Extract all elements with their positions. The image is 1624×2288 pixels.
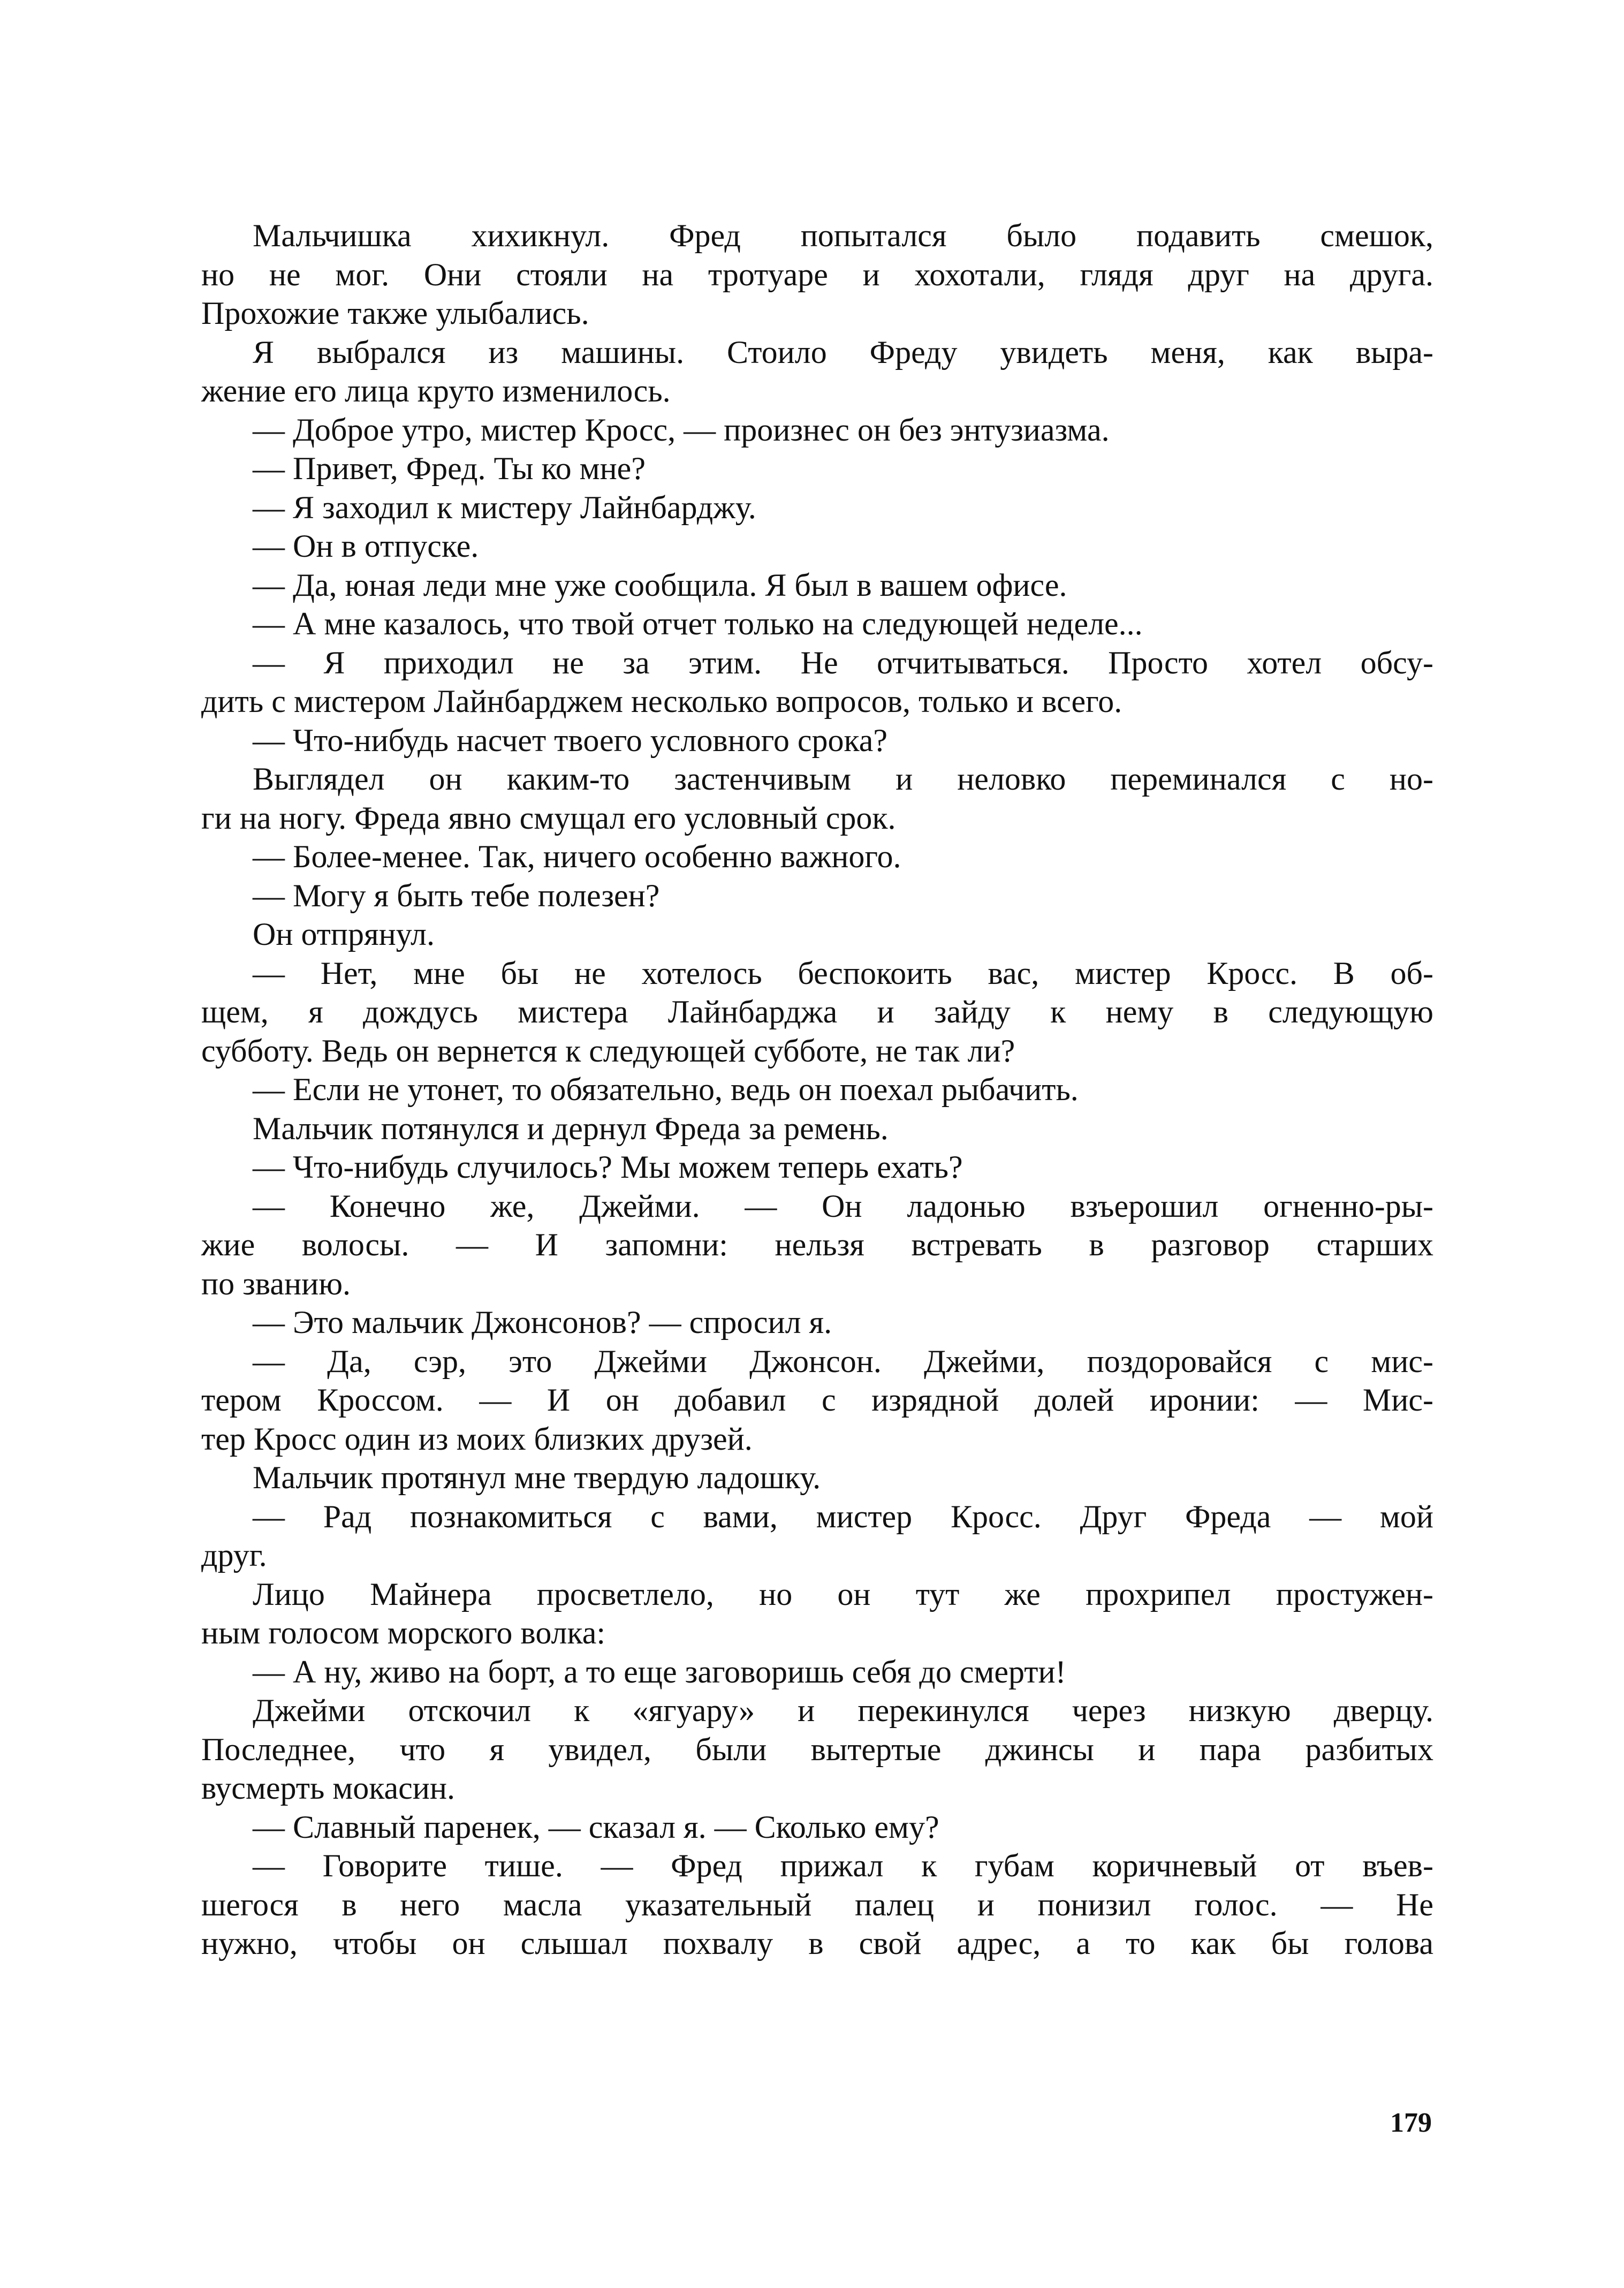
text-line: Мальчик протянул мне твердую ладошку. — [253, 1460, 821, 1495]
text-line: — Что-нибудь случилось? Мы можем теперь ехать? — [253, 1149, 963, 1185]
text-line: — Я заходил к мистеру Лайнбарджу. — [253, 489, 756, 525]
text-line: — Славный паренек, — сказал я. — Сколько ему? — [253, 1809, 939, 1845]
text-line: Он отпрянул. — [253, 916, 435, 952]
text-line: нужно, чтобы он слышал похвалу в свой адрес, а то как бы голова — [201, 1926, 1433, 1961]
text-line: Выглядел он каким-то застенчивым и неловко переминался с но- — [253, 761, 1433, 797]
text-line: — Если не утонет, то обязательно, ведь он поехал рыбачить. — [253, 1072, 1079, 1107]
text-line: — Что-нибудь насчет твоего условного срока? — [253, 722, 888, 758]
text-line: — Да, юная леди мне уже сообщила. Я был в вашем офисе. — [253, 567, 1067, 603]
text-line: друг. — [201, 1537, 267, 1573]
text-line: — Могу я быть тебе полезен? — [253, 877, 660, 913]
text-line: — Нет, мне бы не хотелось беспокоить вас, мистер Кросс. В об- — [253, 955, 1433, 991]
text-line: — Доброе утро, мистер Кросс, — произнес он без энтузиазма. — [253, 412, 1110, 448]
text-line: — Да, сэр, это Джейми Джонсон. Джейми, поздоровайся с мис- — [253, 1343, 1433, 1379]
text-line: — Это мальчик Джонсонов? — спросил я. — [253, 1305, 832, 1340]
text-line: — Рад познакомиться с вами, мистер Кросс. Друг Фреда — мой — [253, 1498, 1433, 1534]
text-line: щем, я дождусь мистера Лайнбарджа и зайду к нему в следующую — [201, 994, 1433, 1029]
text-line: субботу. Ведь он вернется к следующей субботе, не так ли? — [201, 1033, 1015, 1069]
text-line: вусмерть мокасин. — [201, 1770, 455, 1806]
body-text — [201, 216, 1433, 1963]
text-line: Мальчик потянулся и дернул Фреда за ремень. — [253, 1110, 889, 1146]
text-line: — Привет, Фред. Ты ко мне? — [253, 451, 646, 486]
text-line: тер Кросс один из моих близких друзей. — [201, 1421, 753, 1457]
text-line: ным голосом морского волка: — [201, 1615, 606, 1650]
text-line: дить с мистером Лайнбарджем несколько вопросов, только и всего. — [201, 684, 1122, 719]
text-line: Я выбрался из машины. Стоило Фреду увидеть меня, как выра- — [253, 334, 1433, 370]
text-line: жение его лица круто изменилось. — [201, 373, 671, 408]
page-number: 179 — [1390, 2108, 1432, 2138]
text-line: — А мне казалось, что твой отчет только на следующей неделе... — [253, 606, 1143, 641]
text-line: — Конечно же, Джейми. — Он ладонью взъерошил огненно-ры- — [253, 1188, 1433, 1224]
text-line: — Я приходил не за этим. Не отчитываться. Просто хотел обсу- — [253, 645, 1433, 680]
text-line: тером Кроссом. — И он добавил с изрядной долей иронии: — Мис- — [201, 1382, 1433, 1418]
text-line: но не мог. Они стояли на тротуаре и хохотали, глядя друг на друга. — [201, 256, 1433, 292]
text-line: Прохожие также улыбались. — [201, 296, 589, 331]
text-line: Джейми отскочил к «ягуару» и перекинулся через низкую дверцу. — [253, 1693, 1433, 1728]
text-line: — Говорите тише. — Фред прижал к губам коричневый от въев- — [253, 1848, 1433, 1883]
text-line: шегося в него масла указательный палец и понизил голос. — Не — [201, 1887, 1433, 1922]
text-line: ги на ногу. Фреда явно смущал его условный срок. — [201, 800, 896, 836]
text-line: — Он в отпуске. — [253, 528, 479, 564]
text-line: — А ну, живо на борт, а то еще заговоришь себя до смерти! — [253, 1654, 1066, 1690]
text-line: Лицо Майнера просветлело, но он тут же прохрипел простужен- — [253, 1576, 1433, 1612]
text-line: — Более-менее. Так, ничего особенно важного. — [253, 839, 901, 874]
text-line: жие волосы. — И запомни: нельзя встревать в разговор старших — [201, 1227, 1433, 1262]
text-line: Последнее, что я увидел, были вытертые джинсы и пара разбитых — [201, 1731, 1433, 1767]
text-line: Мальчишка хихикнул. Фред попытался было подавить смешок, — [253, 218, 1433, 253]
text-line: по званию. — [201, 1266, 351, 1301]
